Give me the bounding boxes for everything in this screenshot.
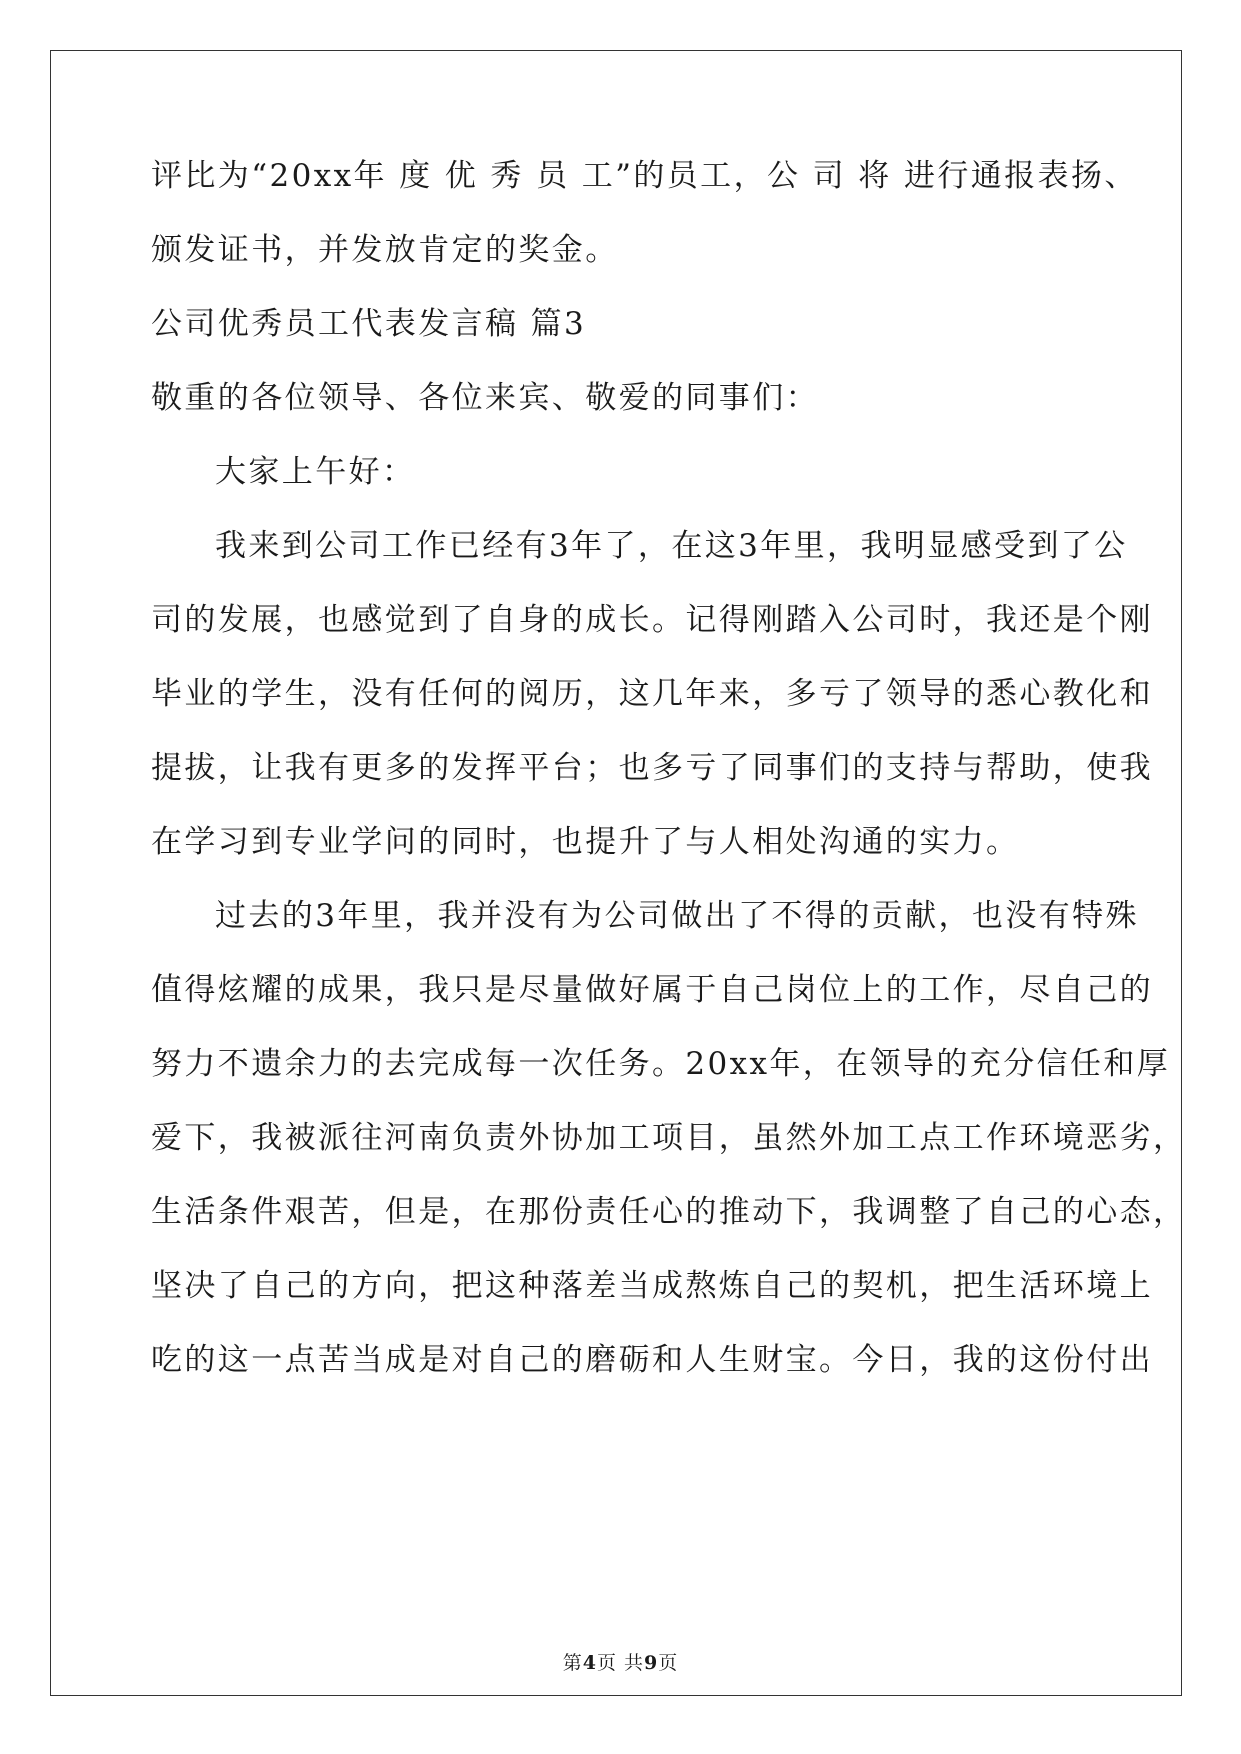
- footer-mid: 页 共: [596, 1652, 645, 1674]
- text-line-8: 毕业的学生，没有任何的阅历，这几年来，多亏了领导的悉心教化和: [151, 676, 1153, 712]
- footer-total-pages: 9: [644, 1652, 659, 1674]
- text-line-11: 过去的3年里，我并没有为公司做出了不得的贡献，也没有特殊: [215, 898, 1139, 934]
- text-line-13: 努力不遗余力的去完成每一次任务。20xx年，在领导的充分信任和厚: [151, 1046, 1171, 1082]
- text-line-16: 坚决了自己的方向，把这种落差当成熬炼自己的契机，把生活环境上: [151, 1268, 1153, 1304]
- page-footer: [0, 1648, 1241, 1675]
- text-line-9: 提拔，让我有更多的发挥平台；也多亏了同事们的支持与帮助，使我: [151, 750, 1153, 786]
- text-line-2: 颁发证书，并发放肯定的奖金。: [151, 232, 619, 268]
- text-line-6: 我来到公司工作已经有3年了，在这3年里，我明显感受到了公: [215, 528, 1128, 564]
- text-line-17: 吃的这一点苦当成是对自己的磨砺和人生财宝。今日，我的这份付出: [151, 1342, 1153, 1378]
- footer-prefix: 第: [562, 1652, 583, 1674]
- text-line-1: 评比为“20xx年 度 优 秀 员 工”的员工，公 司 将 进行通报表扬、: [151, 158, 1138, 194]
- page-border: [50, 50, 1182, 1696]
- text-line-10: 在学习到专业学问的同时，也提升了与人相处沟通的实力。: [151, 824, 1020, 860]
- footer-suffix: 页: [658, 1652, 679, 1674]
- text-line-15: 生活条件艰苦，但是，在那份责任心的推动下，我调整了自己的心态，: [151, 1194, 1187, 1230]
- text-line-12: 值得炫耀的成果，我只是尽量做好属于自己岗位上的工作，尽自己的: [151, 972, 1153, 1008]
- greeting: 大家上午好：: [215, 454, 416, 490]
- section-heading: 公司优秀员工代表发言稿 篇3: [151, 306, 587, 342]
- footer-page-number: 4: [582, 1652, 597, 1674]
- text-line-14: 爱下，我被派往河南负责外协加工项目，虽然外加工点工作环境恶劣，: [151, 1120, 1187, 1156]
- salutation: 敬重的各位领导、各位来宾、敬爱的同事们：: [151, 380, 819, 416]
- text-line-7: 司的发展，也感觉到了自身的成长。记得刚踏入公司时，我还是个刚: [151, 602, 1153, 638]
